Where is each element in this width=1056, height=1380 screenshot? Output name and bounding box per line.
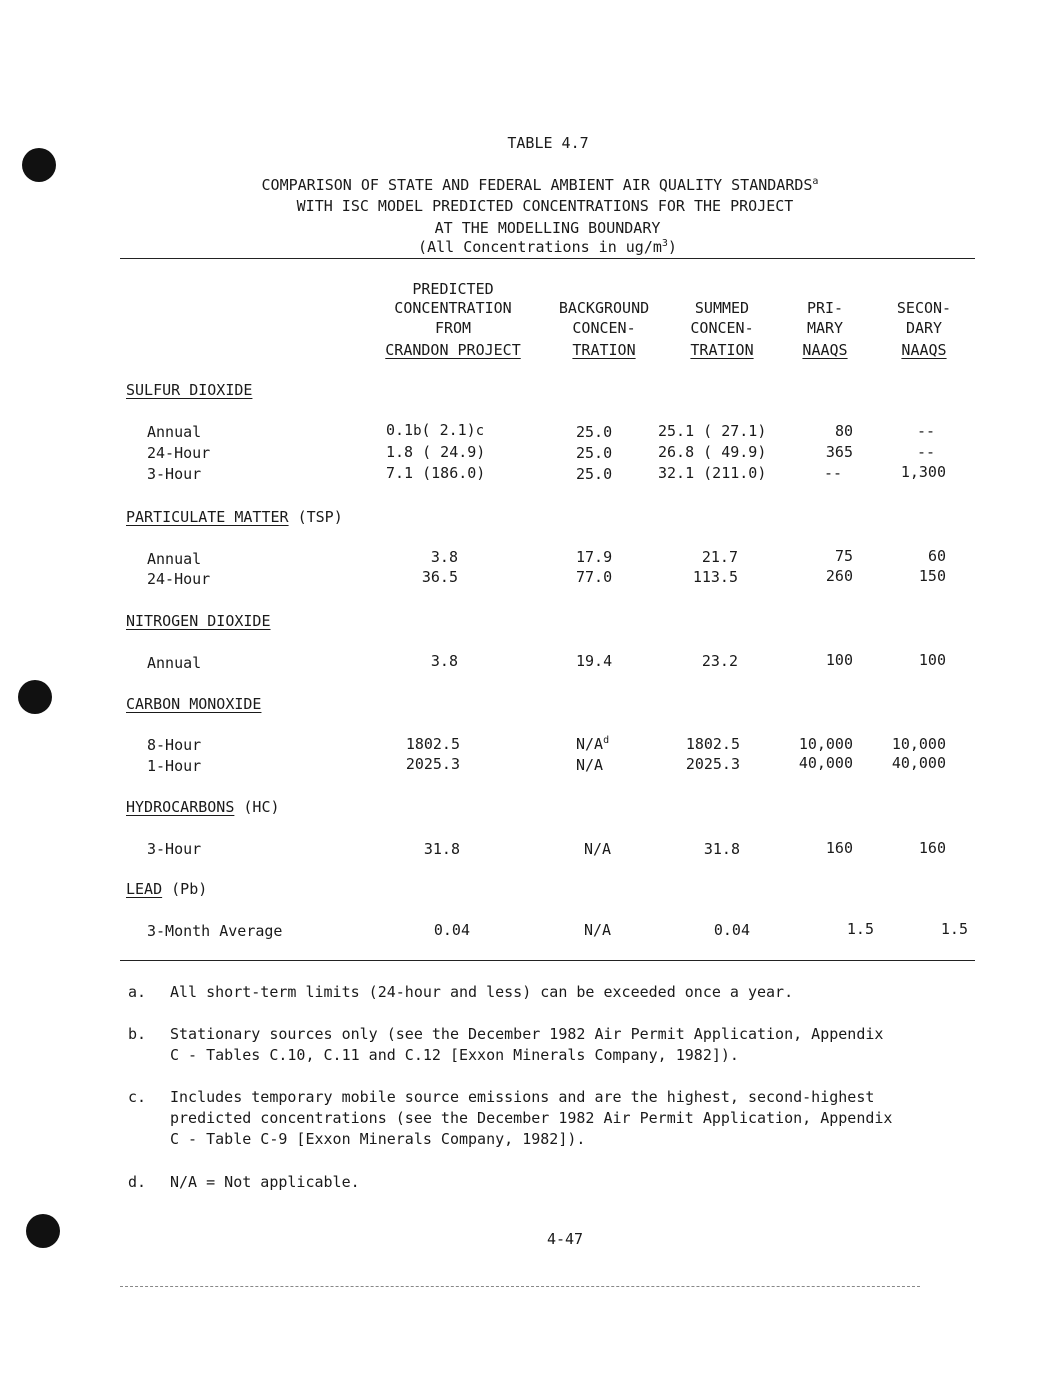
table-bottom-rule — [120, 960, 975, 961]
row-pred: 0.04 — [433, 921, 470, 939]
col-sum-line-1: SUMMED — [694, 299, 750, 317]
row-pred: 7.1 (186.0) — [386, 464, 486, 482]
col-sec-line-1: SECON- — [896, 299, 952, 317]
row-sum: 1802.5 — [685, 735, 740, 753]
section-lead-name: LEAD — [126, 880, 163, 898]
row-pred: 3.8 — [430, 548, 458, 566]
section-particulate-matter — [126, 508, 343, 526]
row-sum: 21.7 — [701, 548, 738, 566]
row-period: 8-Hour — [147, 736, 202, 754]
row-pri: 40,000 — [798, 754, 853, 772]
row-sec: 160 — [918, 839, 946, 857]
row-period: 3-Month Average — [147, 922, 283, 940]
units-text: (All Concentrations in ug/m — [418, 238, 662, 256]
title-line-3: AT THE MODELLING BOUNDARY — [434, 219, 661, 237]
col-pri-line-3: NAAQS — [802, 341, 848, 359]
row-sum: 113.5 — [692, 568, 738, 586]
footnote-text: Stationary sources only (see the December 1982 Air Permit Application, Appendix — [170, 1025, 884, 1043]
page-number: 4-47 — [546, 1230, 584, 1248]
row-pred: 31.8 — [423, 840, 460, 858]
row-sum: 32.1 (211.0) — [658, 464, 767, 482]
section-hydrocarbons-name: HYDROCARBONS — [126, 798, 235, 816]
row-pri: 100 — [825, 651, 853, 669]
row-sec: -- — [916, 422, 935, 440]
row-bg: N/A — [584, 921, 612, 939]
punch-hole-top — [22, 148, 56, 182]
row-pri: 365 — [825, 443, 853, 461]
row-sec: -- — [916, 443, 935, 461]
section-sulfur-dioxide: SULFUR DIOXIDE — [126, 381, 253, 399]
row-sum: 31.8 — [703, 840, 740, 858]
row-sec: 1.5 — [940, 920, 968, 938]
row-pred: 1802.5 — [405, 735, 460, 753]
row-sec: 100 — [918, 651, 946, 669]
footnote-text: Includes temporary mobile source emissions and are the highest, second-highest — [170, 1088, 875, 1106]
section-carbon-monoxide: CARBON MONOXIDE — [126, 695, 262, 713]
footnote-text: C - Table C-9 [Exxon Minerals Company, 1982]). — [170, 1130, 586, 1148]
units-superscript: 3 — [661, 238, 668, 249]
row-pri: 1.5 — [846, 920, 874, 938]
pred-footnote-c: c — [475, 423, 485, 439]
section-particulate-matter-suffix: (TSP) — [297, 508, 343, 526]
row-period: 24-Hour — [147, 444, 211, 462]
col-sum-line-3: TRATION — [690, 341, 754, 359]
row-sec: 40,000 — [891, 754, 946, 772]
col-sum-line-2: CONCEN- — [690, 319, 754, 337]
col-pred-line-1: PREDICTED — [412, 280, 494, 298]
title-line-4 — [200, 238, 895, 256]
page-footer-rule — [120, 1286, 920, 1287]
row-pred — [386, 421, 484, 439]
row-pri: -- — [823, 464, 842, 482]
col-sec-line-3: NAAQS — [901, 341, 947, 359]
footnote-letter: b. — [128, 1025, 147, 1043]
title-line-1 — [200, 176, 880, 194]
footnote-text: predicted concentrations (see the December 1982 Air Permit Application, Appendix — [170, 1109, 893, 1127]
row-bg: 25.0 — [576, 423, 613, 441]
units-close: ) — [667, 238, 677, 256]
footnote-text: C - Tables C.10, C.11 and C.12 [Exxon Minerals Company, 1982]). — [170, 1046, 739, 1064]
row-pri: 260 — [825, 567, 853, 585]
bg-footnote-d: d — [603, 735, 610, 746]
footnote-letter: d. — [128, 1173, 147, 1191]
row-bg: N/A — [576, 756, 604, 774]
row-pred: 2025.3 — [405, 755, 460, 773]
footnote-text: N/A = Not applicable. — [170, 1173, 360, 1191]
row-sec: 60 — [927, 547, 946, 565]
col-bg-line-2: CONCEN- — [572, 319, 636, 337]
bg-value: N/A — [576, 735, 604, 753]
header-top-rule — [120, 258, 975, 259]
title-line-1-text: COMPARISON OF STATE AND FEDERAL AMBIENT AIR QUALITY STANDARDS — [261, 176, 813, 194]
row-sum: 25.1 ( 27.1) — [658, 422, 767, 440]
row-period: 3-Hour — [147, 465, 202, 483]
row-sec: 10,000 — [891, 735, 946, 753]
punch-hole-middle — [18, 680, 52, 714]
col-pred-line-3: FROM — [434, 319, 472, 337]
pred-value: 0.1 — [386, 421, 414, 439]
section-nitrogen-dioxide: NITROGEN DIOXIDE — [126, 612, 271, 630]
col-sec-line-2: DARY — [905, 319, 943, 337]
col-pri-line-2: MARY — [806, 319, 844, 337]
row-sum: 23.2 — [701, 652, 738, 670]
row-bg: 77.0 — [576, 568, 613, 586]
punch-hole-bottom — [26, 1214, 60, 1248]
row-pred: 1.8 ( 24.9) — [386, 443, 486, 461]
row-period: 1-Hour — [147, 757, 202, 775]
table-number: TABLE 4.7 — [507, 134, 589, 152]
section-particulate-matter-name: PARTICULATE MATTER — [126, 508, 289, 526]
row-period: Annual — [147, 654, 202, 672]
row-pri: 10,000 — [798, 735, 853, 753]
row-sec: 1,300 — [900, 463, 946, 481]
row-pred: 36.5 — [421, 568, 458, 586]
row-period: Annual — [147, 423, 202, 441]
section-lead — [126, 880, 207, 898]
footnote-letter: c. — [128, 1088, 147, 1106]
row-bg — [576, 735, 609, 753]
row-period: 3-Hour — [147, 840, 202, 858]
col-bg-line-1: BACKGROUND — [558, 299, 650, 317]
row-pri: 160 — [825, 839, 853, 857]
section-lead-suffix: (Pb) — [171, 880, 208, 898]
row-bg: 25.0 — [576, 465, 613, 483]
pred-footnote-b: b — [413, 423, 422, 439]
row-bg: 17.9 — [576, 548, 613, 566]
footnote-text: All short-term limits (24-hour and less) can be exceeded once a year. — [170, 983, 794, 1001]
row-sum: 26.8 ( 49.9) — [658, 443, 767, 461]
row-sum: 2025.3 — [685, 755, 740, 773]
col-pred-line-4: CRANDON PROJECT — [385, 341, 521, 359]
row-bg: N/A — [584, 840, 612, 858]
row-period: Annual — [147, 550, 202, 568]
title-line-2: WITH ISC MODEL PREDICTED CONCENTRATIONS FOR THE PROJECT — [296, 197, 794, 215]
col-pri-line-1: PRI- — [806, 299, 844, 317]
section-hydrocarbons — [126, 798, 280, 816]
section-hydrocarbons-suffix: (HC) — [243, 798, 280, 816]
row-pri: 80 — [834, 422, 853, 440]
row-period: 24-Hour — [147, 570, 211, 588]
title-footnote-mark: a — [812, 176, 819, 187]
col-pred-line-2: CONCENTRATION — [394, 299, 512, 317]
row-pri: 75 — [834, 547, 853, 565]
row-bg: 19.4 — [576, 652, 613, 670]
footnote-letter: a. — [128, 983, 147, 1001]
row-bg: 25.0 — [576, 444, 613, 462]
row-pred: 3.8 — [430, 652, 458, 670]
row-sec: 150 — [918, 567, 946, 585]
col-bg-line-3: TRATION — [572, 341, 636, 359]
row-sum: 0.04 — [713, 921, 750, 939]
pred-paren-value: ( 2.1) — [421, 421, 476, 439]
